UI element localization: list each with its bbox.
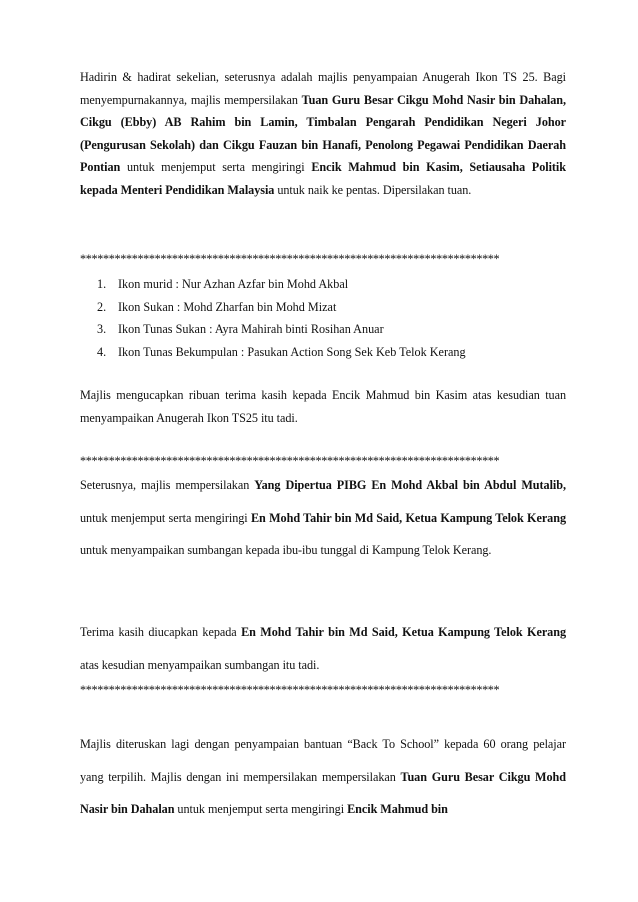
intro-bold-2: Encik Mahmud bin Kasim, Setiausaha Politik kepada Menteri Pendidikan Malaysia [80, 160, 566, 197]
award-number: 4. [97, 344, 107, 359]
school-paragraph [80, 728, 566, 826]
award-number: 3. [97, 322, 107, 337]
thanks-paragraph-2 [80, 616, 566, 681]
school-bold-1: Tuan Guru Besar Cikgu Mohd Nasir bin Dahalan [80, 769, 567, 816]
school-text-1: Majlis diteruskan lagi dengan penyampaian bantuan “Back To School” kepada 60 orang pelajar yang terpilih. Majlis dengan ini mempersilakan mempersilakan [80, 737, 566, 784]
thanks-paragraph-1: Majlis mengucapkan ribuan terima kasih kepada Encik Mahmud bin Kasim atas kesudian tuan menyampaikan Anugerah Ikon TS25 itu tadi. [80, 388, 566, 425]
pibg-paragraph [80, 469, 566, 567]
award-text: Ikon murid : Nur Azhan Azfar bin Mohd Akbal [118, 277, 349, 291]
award-text: Ikon Tunas Sukan : Ayra Mahirah binti Rosihan Anuar [118, 322, 384, 337]
pibg-text-2: untuk menjemput serta mengiringi [80, 510, 251, 525]
intro-text-2: untuk menjemput serta mengiringi [120, 160, 312, 175]
award-text: Ikon Sukan : Mohd Zharfan bin Mohd Mizat [118, 299, 337, 314]
thanks2-text-2: atas kesudian menyampaikan sumbangan itu tadi. [80, 657, 320, 672]
award-number: 2. [97, 299, 107, 314]
award-item [97, 273, 466, 296]
school-bold-2: Encik Mahmud bin [347, 802, 448, 816]
thanks2-text-1: Terima kasih diucapkan kepada [80, 625, 242, 639]
pibg-bold-1: Yang Dipertua PIBG En Mohd Akbal bin Abdul Mutalib, [254, 478, 566, 492]
intro-text-1: Hadirin & hadirat sekelian, seterusnya adalah majlis penyampaian Anugerah Ikon TS 25. Bagi menyempurnakannya, majlis mempersilakan [80, 70, 566, 107]
separator-3: ************************************************************************* [80, 683, 500, 697]
intro-bold-1: Tuan Guru Besar Cikgu Mohd Nasir bin Dahalan, Cikgu (Ebby) AB Rahim bin Lamin, Timbalan Pengarah Pendidikan Negeri Johor (Pengurusan Sekolah) dan Cikgu Fauzan bin Hanafi, Penolong Pegawai Pendidikan Daerah Pontian [80, 92, 567, 175]
pibg-text-3: untuk menyampaikan sumbangan kepada ibu-ibu tunggal di Kampung Telok Kerang. [80, 543, 492, 557]
thanks2-bold-1: En Mohd Tahir bin Md Said, Ketua Kampung Telok Kerang [241, 625, 566, 639]
award-item [97, 296, 466, 319]
pibg-bold-2: En Mohd Tahir bin Md Said, Ketua Kampung Telok Kerang [250, 510, 566, 525]
award-item [97, 318, 466, 341]
school-text-2: untuk menjemput serta mengiringi [174, 802, 348, 816]
separator-2: ************************************************************************* [80, 454, 500, 468]
award-item [97, 341, 466, 364]
separator-1: ************************************************************************* [80, 252, 500, 266]
award-number: 1. [97, 277, 107, 291]
award-list [97, 273, 466, 363]
intro-paragraph [80, 66, 566, 202]
intro-text-3: untuk naik ke pentas. Dipersilakan tuan. [274, 182, 472, 197]
award-text: Ikon Tunas Bekumpulan : Pasukan Action Song Sek Keb Telok Kerang [118, 344, 466, 359]
pibg-text-1: Seterusnya, majlis mempersilakan [80, 478, 255, 492]
